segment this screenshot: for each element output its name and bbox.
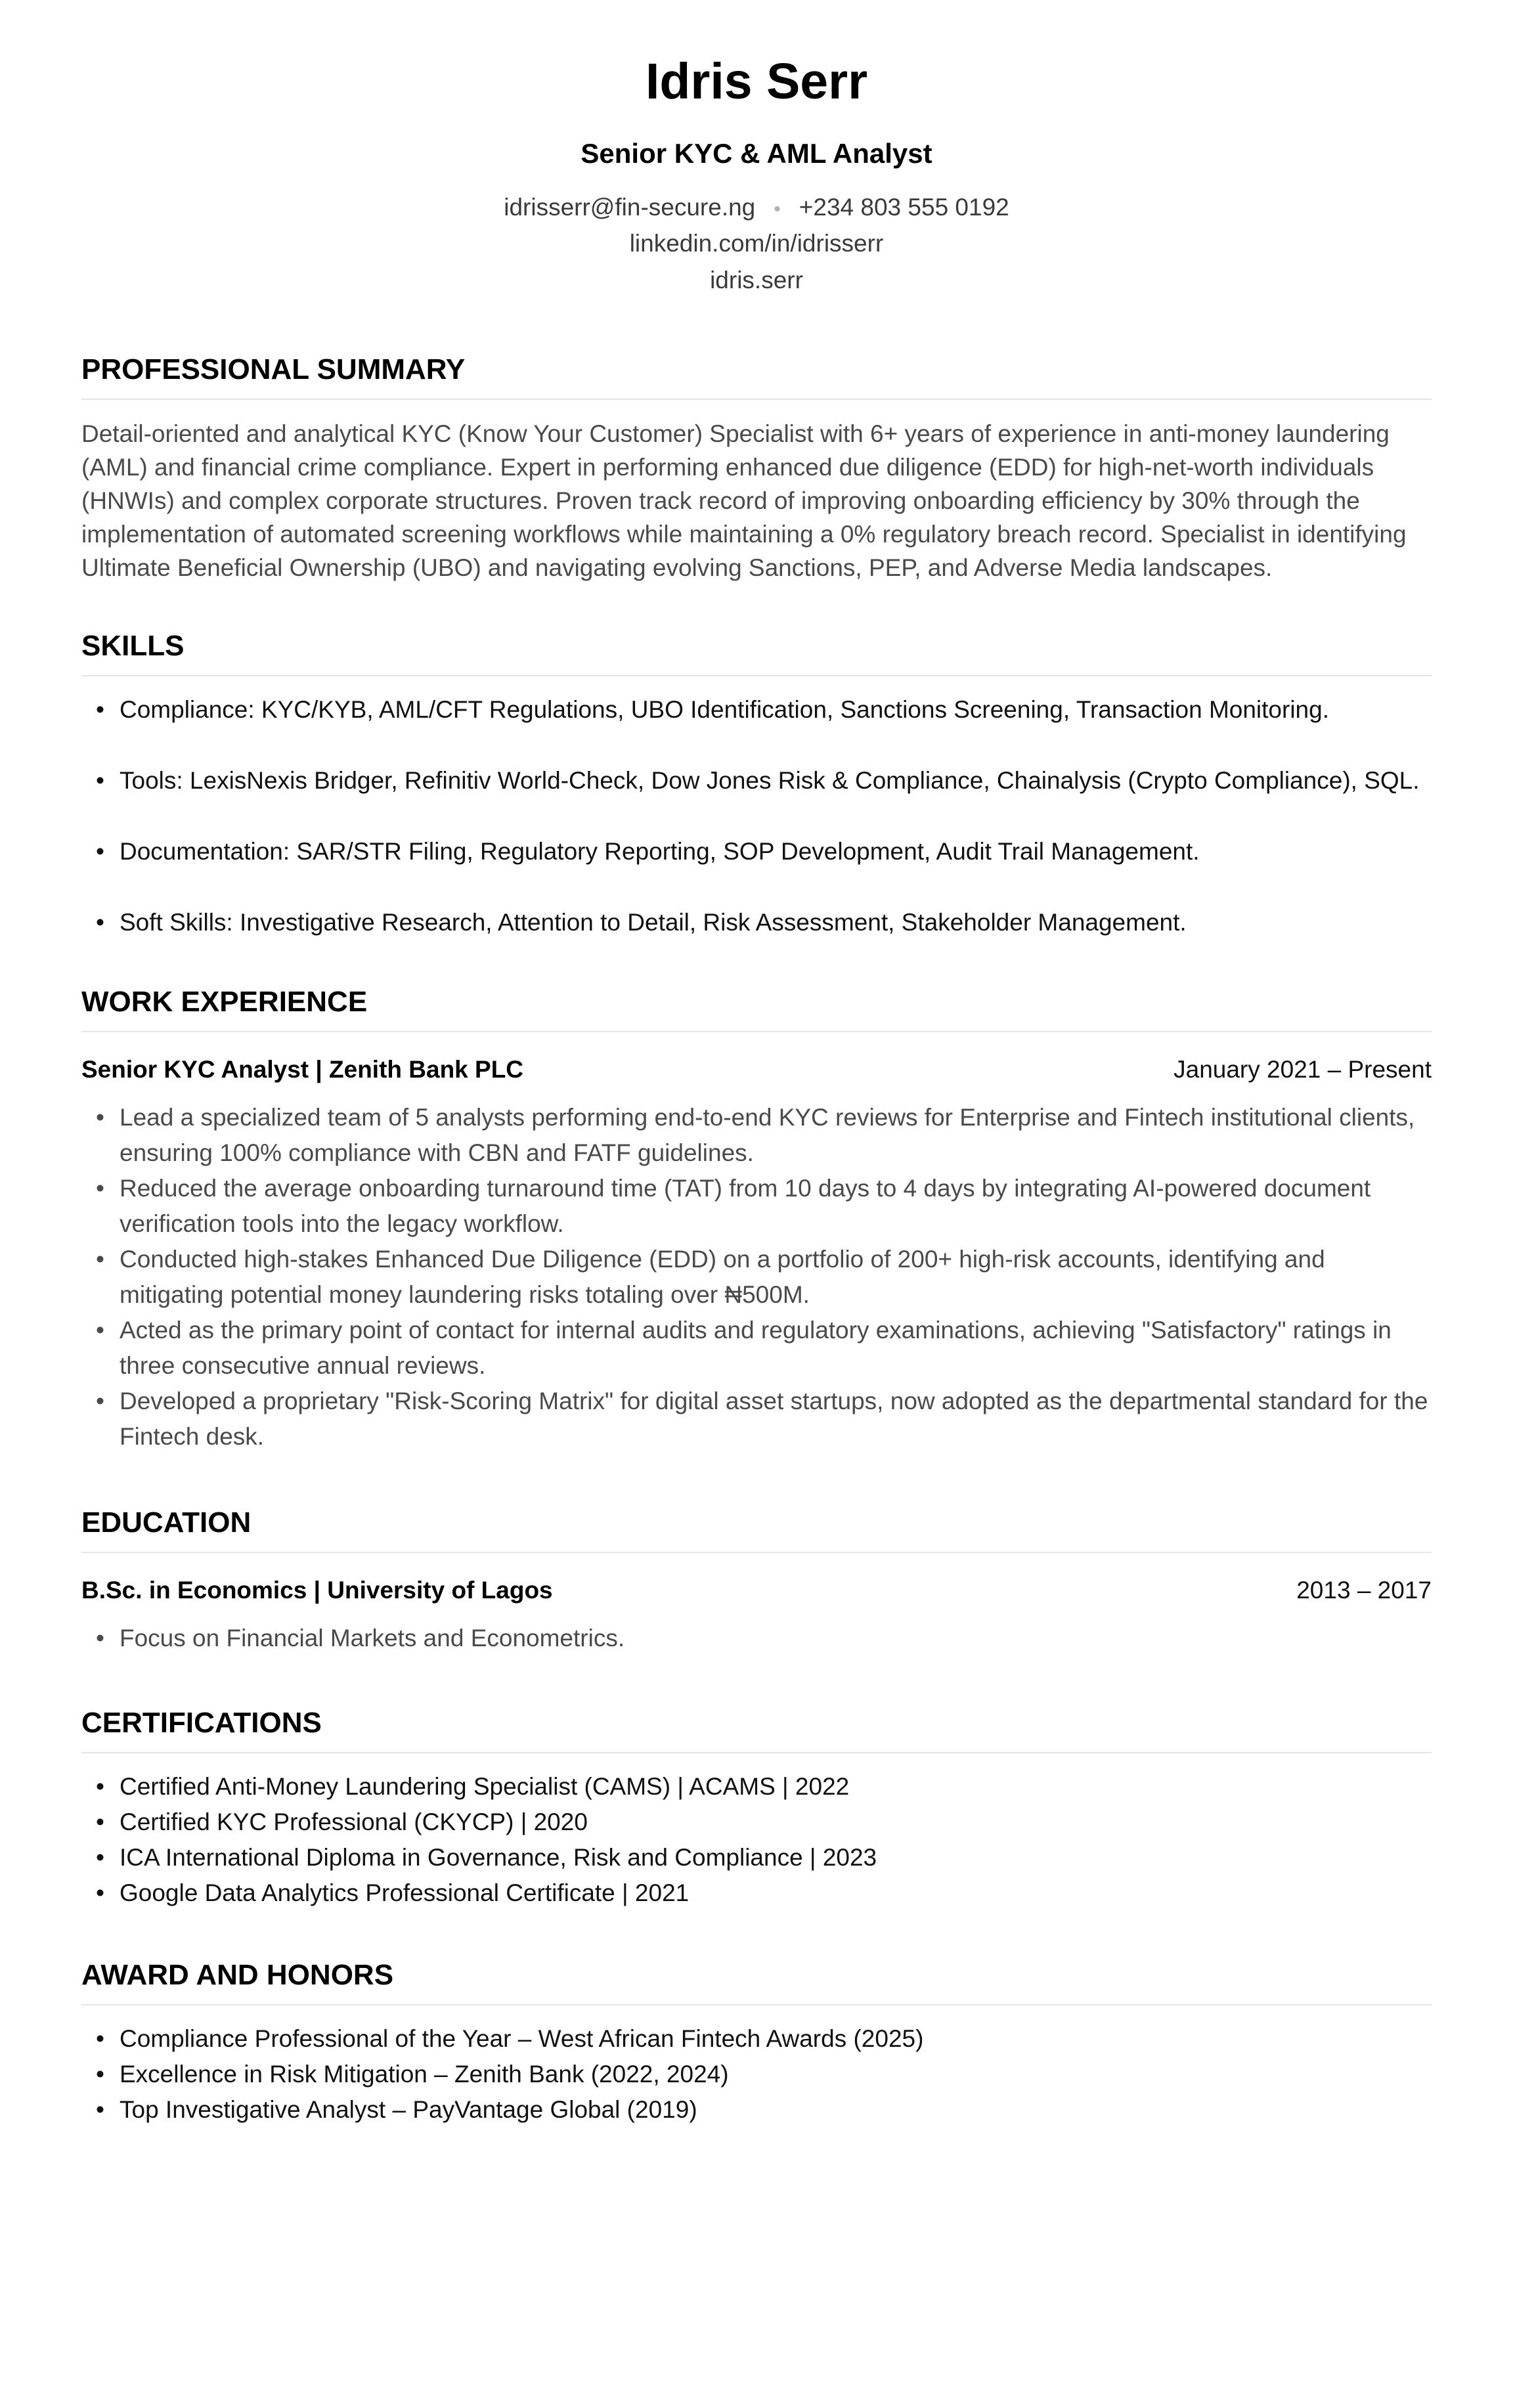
- skills-section: [81, 632, 1432, 940]
- education-bullets: [81, 1621, 1432, 1656]
- email-link[interactable]: idrisserr@fin-secure.ng: [504, 194, 756, 221]
- education-section: [81, 1508, 1432, 1656]
- resume-header: [81, 0, 1432, 292]
- experience-section: [81, 988, 1432, 1455]
- job-dates: January 2021 – Present: [1173, 1056, 1432, 1083]
- profile-handle[interactable]: idris.serr: [710, 267, 803, 294]
- section-title-experience: WORK EXPERIENCE: [81, 988, 1432, 1032]
- job-bullet: • Acted as the primary point of contact for internal audits and regulatory examinations, achieving "Satisfactory" ratings in three consecutive annual reviews.: [81, 1313, 1432, 1384]
- award-item: • Top Investigative Analyst – PayVantage Global (2019): [81, 2092, 1432, 2128]
- section-title-awards: AWARD AND HONORS: [81, 1961, 1432, 2005]
- contact-line-primary: [81, 195, 1432, 219]
- degree: B.Sc. in Economics | University of Lagos: [81, 1577, 553, 1604]
- contact-separator: •: [774, 198, 781, 220]
- job-bullet: • Lead a specialized team of 5 analysts performing end-to-end KYC reviews for Enterprise and Fintech institutional clients, ensuring 100% compliance with CBN and FATF guidelines.: [81, 1100, 1432, 1171]
- certification-item: • Google Data Analytics Professional Certificate | 2021: [81, 1875, 1432, 1911]
- skill-item: • Tools: LexisNexis Bridger, Refinitiv World-Check, Dow Jones Risk & Compliance, Chainalysis (Crypto Compliance), SQL.: [81, 763, 1432, 799]
- skill-item: • Soft Skills: Investigative Research, Attention to Detail, Risk Assessment, Stakeholder Management.: [81, 905, 1432, 940]
- education-header: [81, 1578, 1432, 1602]
- certification-item: • Certified Anti-Money Laundering Specialist (CAMS) | ACAMS | 2022: [81, 1769, 1432, 1805]
- job-bullet: • Developed a proprietary "Risk-Scoring Matrix" for digital asset startups, now adopted as the departmental standard for the Fintech desk.: [81, 1384, 1432, 1455]
- section-title-certifications: CERTIFICATIONS: [81, 1709, 1432, 1753]
- summary-text: Detail-oriented and analytical KYC (Know Your Customer) Specialist with 6+ years of experience in anti-money laundering (AML) and financial crime compliance. Expert in performing enhanced due diligence (EDD) for high-net-worth individuals (HNWIs) and complex corporate structures. Proven track record of improving onboarding efficiency by 30% through the implementation of automated screening workflows while maintaining a 0% regulatory breach record. Specialist in identifying Ultimate Beneficial Ownership (UBO) and navigating evolving Sanctions, PEP, and Adverse Media landscapes.: [81, 420, 1407, 581]
- job-bullet: • Reduced the average onboarding turnaround time (TAT) from 10 days to 4 days by integrating AI-powered document verification tools into the legacy workflow.: [81, 1171, 1432, 1242]
- skills-list: [81, 692, 1432, 940]
- summary-section: [81, 355, 1432, 584]
- awards-list: [81, 2021, 1432, 2128]
- certification-item: • Certified KYC Professional (CKYCP) | 2020: [81, 1805, 1432, 1840]
- certifications-list: [81, 1769, 1432, 1911]
- phone-number[interactable]: +234 803 555 0192: [799, 194, 1009, 221]
- skill-item: • Compliance: KYC/KYB, AML/CFT Regulations, UBO Identification, Sanctions Screening, Transaction Monitoring.: [81, 692, 1432, 728]
- linkedin-link[interactable]: linkedin.com/in/idrisserr: [629, 230, 884, 257]
- awards-section: [81, 1961, 1432, 2128]
- job-bullets: [81, 1100, 1432, 1455]
- education-dates: 2013 – 2017: [1296, 1577, 1432, 1604]
- certifications-section: [81, 1709, 1432, 1911]
- award-item: • Compliance Professional of the Year – West African Fintech Awards (2025): [81, 2021, 1432, 2057]
- job-role: Senior KYC Analyst | Zenith Bank PLC: [81, 1056, 524, 1083]
- education-bullet: • Focus on Financial Markets and Econometrics.: [81, 1621, 1432, 1656]
- job-bullet: • Conducted high-stakes Enhanced Due Diligence (EDD) on a portfolio of 200+ high-risk accounts, identifying and mitigating potential money laundering risks totaling over ₦500M.: [81, 1242, 1432, 1313]
- job-header: [81, 1057, 1432, 1082]
- skill-item: • Documentation: SAR/STR Filing, Regulatory Reporting, SOP Development, Audit Trail Management.: [81, 834, 1432, 869]
- section-title-skills: SKILLS: [81, 632, 1432, 676]
- certification-item: • ICA International Diploma in Governance, Risk and Compliance | 2023: [81, 1840, 1432, 1875]
- job-title: Senior KYC & AML Analyst: [581, 138, 932, 169]
- section-title-education: EDUCATION: [81, 1508, 1432, 1553]
- candidate-name: Idris Serr: [645, 53, 868, 110]
- section-title-summary: PROFESSIONAL SUMMARY: [81, 355, 1432, 400]
- award-item: • Excellence in Risk Mitigation – Zenith Bank (2022, 2024): [81, 2057, 1432, 2092]
